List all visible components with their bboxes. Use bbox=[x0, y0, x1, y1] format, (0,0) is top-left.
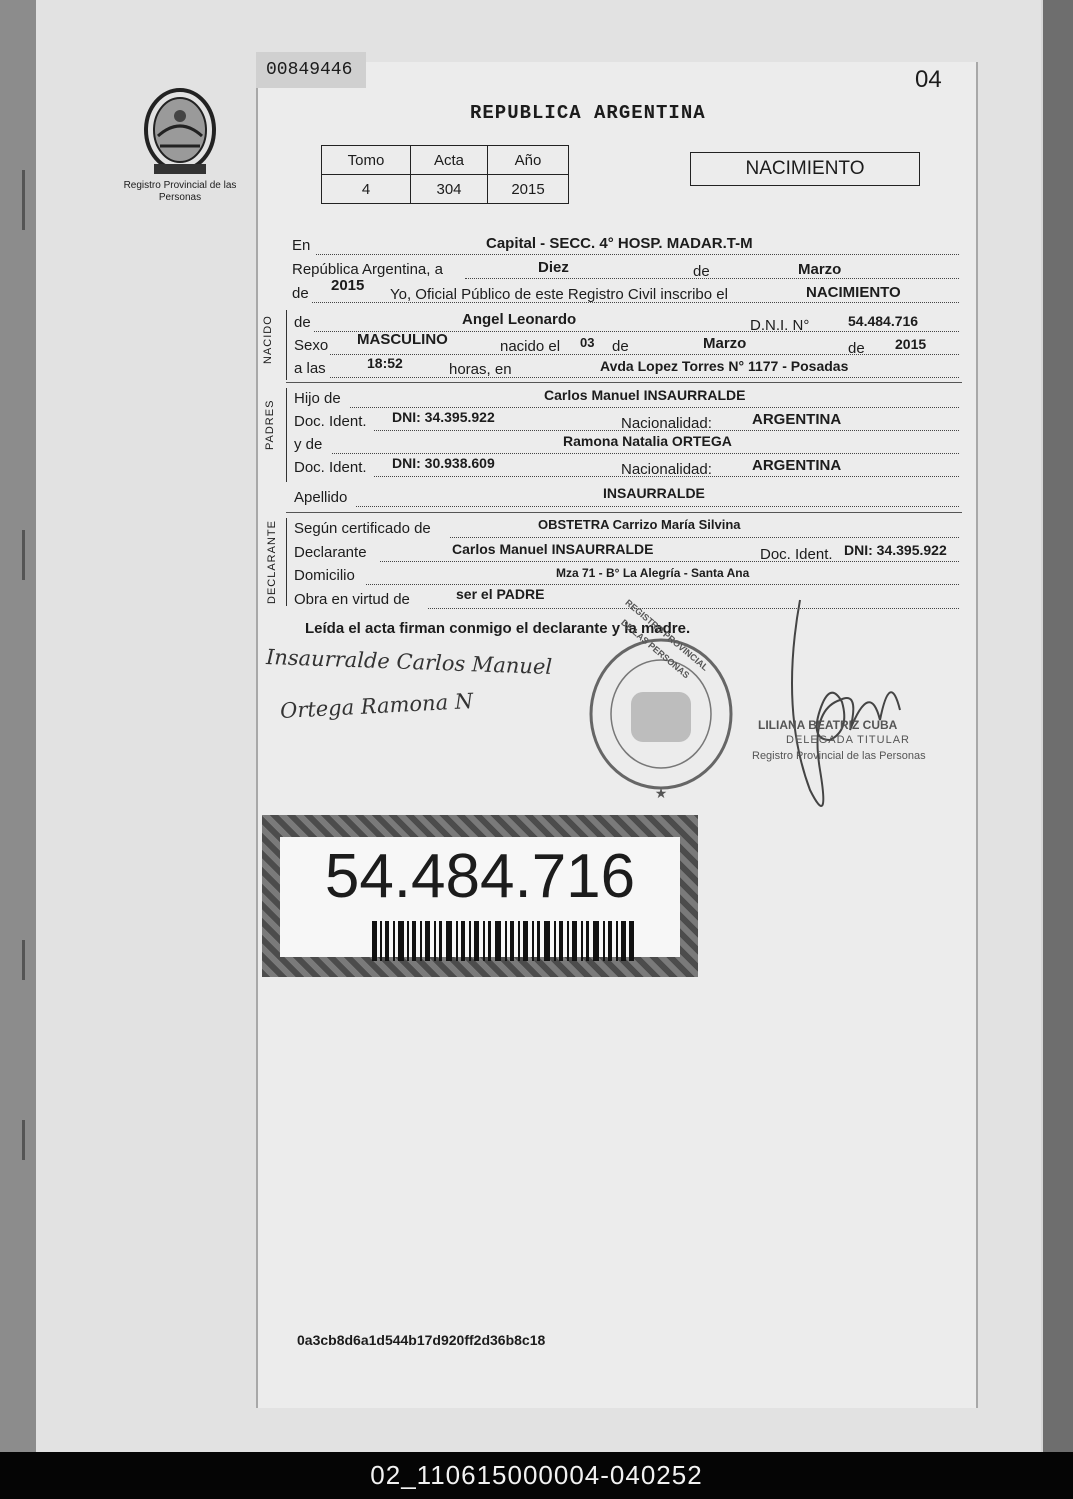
hijo-de-label: Hijo de bbox=[294, 390, 341, 407]
certificado-label: Según certificado de bbox=[294, 520, 431, 537]
seal-text: REGISTRO PROVINCIAL DE LAS PERSONAS bbox=[619, 597, 711, 681]
y-de-label: y de bbox=[294, 436, 323, 453]
section-bracket bbox=[286, 388, 287, 482]
binding-mark bbox=[22, 170, 25, 230]
doc-ident-label: Doc. Ident. bbox=[760, 546, 833, 563]
section-bracket bbox=[286, 310, 287, 380]
dni-label: D.N.I. N° bbox=[750, 317, 810, 334]
declarante-doc-value: DNI: 34.395.922 bbox=[844, 542, 947, 558]
dni-value: 54.484.716 bbox=[848, 313, 919, 329]
month-value: Marzo bbox=[798, 261, 842, 278]
declarante-value: Carlos Manuel INSAURRALDE bbox=[452, 541, 654, 557]
father-name-value: Carlos Manuel INSAURRALDE bbox=[544, 387, 746, 403]
republica-label: República Argentina, a bbox=[292, 261, 443, 278]
svg-text:★: ★ bbox=[654, 785, 668, 801]
dotted-line bbox=[350, 407, 959, 408]
en-label: En bbox=[292, 237, 311, 254]
id-label-panel bbox=[280, 837, 680, 957]
horas-label: horas, en bbox=[449, 361, 512, 378]
left-binding-edge bbox=[0, 0, 36, 1452]
tomo-acta-table bbox=[321, 145, 569, 204]
de-label: de bbox=[612, 338, 629, 355]
closing-note: Leída el acta firman conmigo el declarante y la madre. bbox=[305, 620, 691, 637]
obra-value: ser el PADRE bbox=[456, 586, 545, 602]
nacionalidad-label: Nacionalidad: bbox=[621, 415, 712, 432]
domicilio-label: Domicilio bbox=[294, 567, 355, 584]
year-value: 2015 bbox=[331, 277, 365, 294]
section-label-padres: PADRES bbox=[264, 399, 276, 450]
table-header-anio: Año bbox=[488, 146, 569, 175]
a-las-label: a las bbox=[294, 360, 326, 377]
inscribo-value: NACIMIENTO bbox=[806, 284, 901, 301]
sexo-label: Sexo bbox=[294, 337, 329, 354]
footer-file-code: 02_110615000004-040252 bbox=[0, 1452, 1073, 1499]
doc-ident-label: Doc. Ident. bbox=[294, 459, 367, 476]
day-value: Diez bbox=[538, 259, 569, 276]
section-label-declarante: DECLARANTE bbox=[266, 520, 278, 604]
dotted-line bbox=[380, 561, 959, 562]
nacionalidad-label: Nacionalidad: bbox=[621, 461, 712, 478]
section-bracket bbox=[286, 518, 287, 606]
apellido-value: INSAURRALDE bbox=[603, 485, 705, 501]
table-cell-anio: 2015 bbox=[488, 175, 569, 204]
id-number: 54.484.716 bbox=[324, 842, 636, 911]
official-text: Yo, Oficial Público de este Registro Civil inscribo el bbox=[390, 286, 728, 303]
dotted-line bbox=[366, 584, 959, 585]
right-binding-edge bbox=[1043, 0, 1073, 1452]
declarante-label: Declarante bbox=[294, 544, 367, 561]
official-name: LILIANA BEATRIZ CUBA bbox=[758, 718, 898, 732]
father-signature: Insaurralde Carlos Manuel bbox=[265, 645, 553, 679]
domicilio-value: Mza 71 - B° La Alegría - Santa Ana bbox=[556, 566, 750, 580]
table-header-tomo: Tomo bbox=[322, 146, 411, 175]
province-coat-of-arms-icon bbox=[140, 86, 220, 178]
child-name-value: Angel Leonardo bbox=[462, 311, 577, 328]
doc-ident-label: Doc. Ident. bbox=[294, 413, 367, 430]
mother-signature: Ortega Ramona N bbox=[279, 688, 474, 724]
table-cell-tomo: 4 bbox=[322, 175, 411, 204]
id-security-band bbox=[262, 815, 698, 977]
certificado-value: OBSTETRA Carrizo María Silvina bbox=[538, 517, 741, 532]
document-hash: 0a3cb8d6a1d544b17d920ff2d36b8c18 bbox=[297, 1332, 546, 1348]
table-header-acta: Acta bbox=[411, 146, 488, 175]
barcode-icon bbox=[372, 921, 634, 961]
page-number: 04 bbox=[915, 66, 942, 93]
official-role: DELEGADA TITULAR bbox=[786, 734, 910, 746]
binding-mark bbox=[22, 530, 25, 580]
father-doc-value: DNI: 34.395.922 bbox=[392, 409, 495, 425]
binding-mark bbox=[22, 1120, 25, 1160]
mother-name-value: Ramona Natalia ORTEGA bbox=[563, 433, 732, 449]
de-label: de bbox=[693, 263, 710, 280]
serial-number: 00849446 bbox=[256, 52, 366, 88]
official-org: Registro Provincial de las Personas bbox=[752, 750, 926, 762]
dotted-line bbox=[332, 453, 959, 454]
document-title: REPUBLICA ARGENTINA bbox=[470, 102, 706, 124]
registry-name: Registro Provincial de las Personas bbox=[123, 180, 237, 203]
en-value: Capital - SECC. 4° HOSP. MADAR.T-M bbox=[486, 235, 753, 252]
de-label: de bbox=[292, 285, 309, 302]
dotted-line bbox=[450, 537, 959, 538]
sexo-value: MASCULINO bbox=[357, 331, 448, 348]
section-divider bbox=[286, 512, 962, 513]
official-signature-icon bbox=[770, 590, 930, 830]
dotted-line bbox=[465, 278, 959, 279]
obra-label: Obra en virtud de bbox=[294, 591, 410, 608]
de-label: de bbox=[848, 340, 865, 357]
nacido-el-label: nacido el bbox=[500, 338, 561, 355]
apellido-label: Apellido bbox=[294, 489, 348, 506]
dotted-line bbox=[356, 506, 959, 507]
birth-month-value: Marzo bbox=[703, 335, 747, 352]
section-label-nacido: NACIDO bbox=[262, 315, 274, 364]
dotted-line bbox=[316, 254, 959, 255]
nacido-de-label: de bbox=[294, 314, 311, 331]
dotted-line bbox=[330, 377, 959, 378]
birth-place-value: Avda Lopez Torres N° 1177 - Posadas bbox=[600, 358, 849, 374]
time-value: 18:52 bbox=[367, 355, 403, 371]
birth-day-value: 03 bbox=[580, 335, 595, 350]
table-cell-acta: 304 bbox=[411, 175, 488, 204]
record-type-box: NACIMIENTO bbox=[690, 152, 920, 186]
mother-doc-value: DNI: 30.938.609 bbox=[392, 455, 495, 471]
binding-mark bbox=[22, 940, 25, 980]
father-nationality-value: ARGENTINA bbox=[752, 411, 842, 428]
section-divider bbox=[286, 382, 962, 383]
birth-year-value: 2015 bbox=[895, 336, 927, 352]
mother-nationality-value: ARGENTINA bbox=[752, 457, 842, 474]
